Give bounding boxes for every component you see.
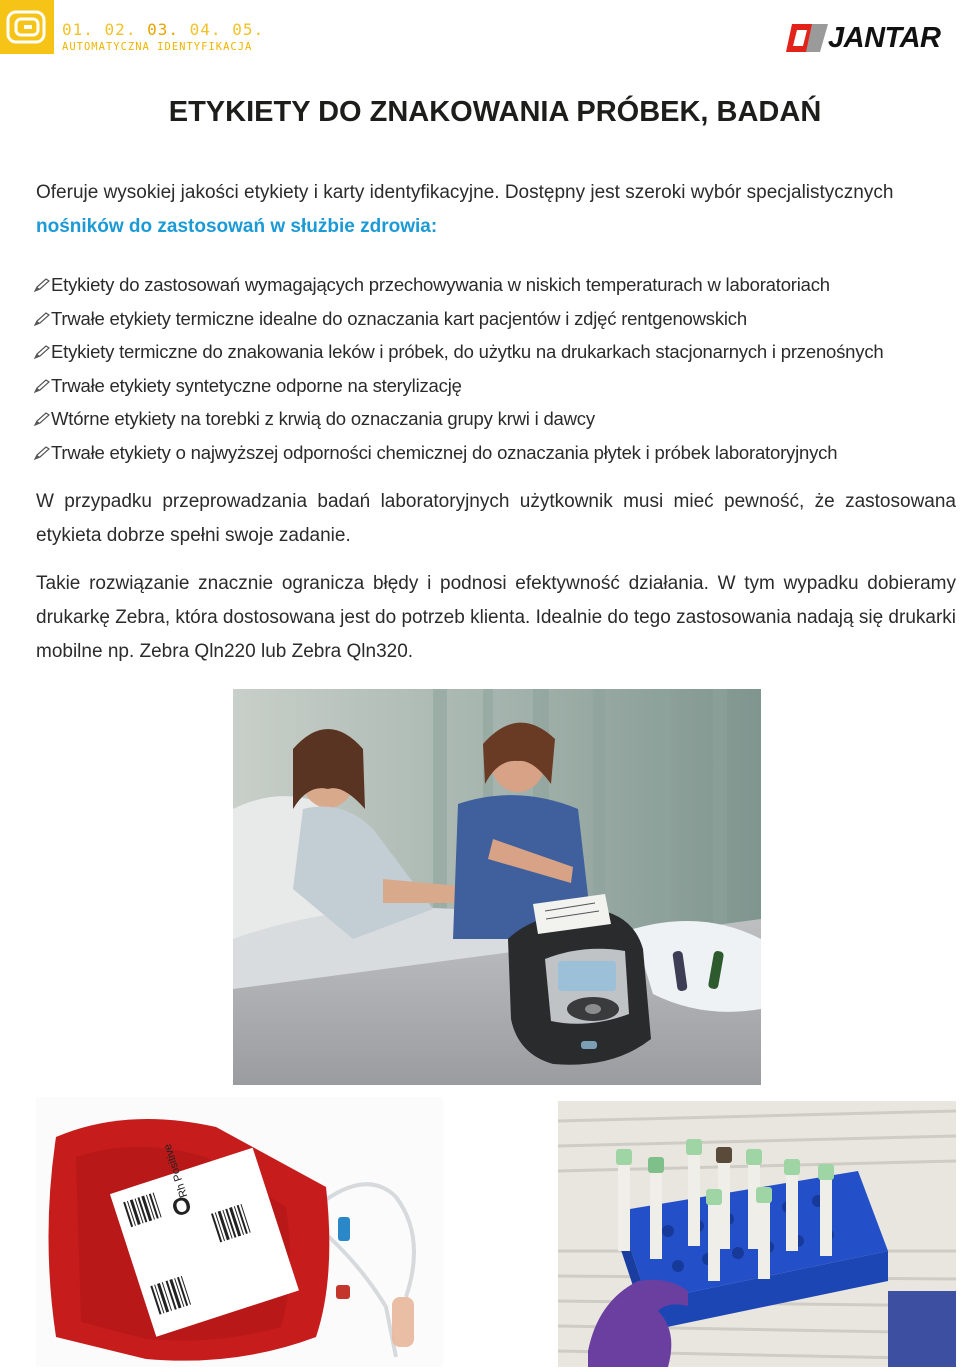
pencil-icon [34,446,50,460]
intro-text: Oferuje wysokiej jakości etykiety i karty identyfikacyjne. Dostępny jest szeroki wybór specjalistycznych [36,182,894,203]
header-subtitle: AUTOMATYCZNA IDENTYFIKACJA [62,41,253,53]
list-item-text: Wtórne etykiety na torebki z krwią do oznaczania grupy krwi i dawcy [51,408,595,430]
list-item-text: Etykiety termiczne do znakowania leków i próbek, do użytku na drukarkach stacjonarnych i przenośnych [51,341,884,363]
intro-highlight: nośników do zastosowań w służbie zdrowia: [36,216,438,237]
blood-group-text: O [168,1191,195,1223]
list-item [34,302,960,336]
section-number-2[interactable]: 02. [104,20,137,39]
page-title: ETYKIETY DO ZNAKOWANIA PRÓBEK, BADAŃ [168,96,822,128]
bullet-list [34,268,960,470]
list-item [34,436,960,470]
section-number-4[interactable]: 04. [189,20,222,39]
rh-label-text: Rh Positive [161,1142,191,1200]
logo-text: JANTAR [828,22,941,54]
list-item [34,369,960,403]
pencil-icon [34,278,50,292]
list-item-text: Trwałe etykiety o najwyższej odporności chemicznej do oznaczania płytek i próbek laboratoryjnych [51,441,838,463]
list-item-text: Trwałe etykiety syntetyczne odporne na sterylizację [51,374,462,396]
section-number-5[interactable]: 05. [232,20,265,39]
list-item [34,268,960,302]
pencil-icon [34,412,50,426]
pencil-icon [34,379,50,393]
section-number-1[interactable]: 01. [62,20,94,39]
section-numbers [62,20,264,39]
pencil-icon [34,312,50,326]
header-badge [0,0,54,54]
photo-test-tube-rack [558,1101,956,1367]
paragraph-2: W przypadku przeprowadzania badań laboratoryjnych użytkownik musi mieć pewność, że zastosowana etykieta dobrze spełni swoje zadanie. [36,491,956,546]
intro-paragraph [36,176,956,244]
paragraph-3: Takie rozwiązanie znacznie ogranicza błędy i podnosi efektywność działania. W tym wypadku dobieramy drukarkę Zebra, która dostosowana jest do potrzeb klienta. Idealnie do tego zastosowania nadają się drukarki mobilne np. Zebra Qln220 lub Zebra Qln320. [36,573,956,662]
jantar-logo-mark-icon [780,20,832,56]
photo-blood-bag [36,1097,443,1367]
photo-nurse-patient-printer [233,689,761,1085]
jantar-logo [780,20,958,56]
list-item-text: Trwałe etykiety termiczne idealne do oznaczania kart pacjentów i zdjęć rentgenowskich [51,307,747,329]
list-item [34,335,960,369]
list-item-text: Etykiety do zastosowań wymagających przechowywania w niskich temperaturach w laboratoriach [51,274,830,295]
section-number-3-active[interactable]: 03. [147,20,179,39]
list-item [34,402,960,436]
pencil-icon [34,345,50,359]
id-card-icon [6,10,52,44]
